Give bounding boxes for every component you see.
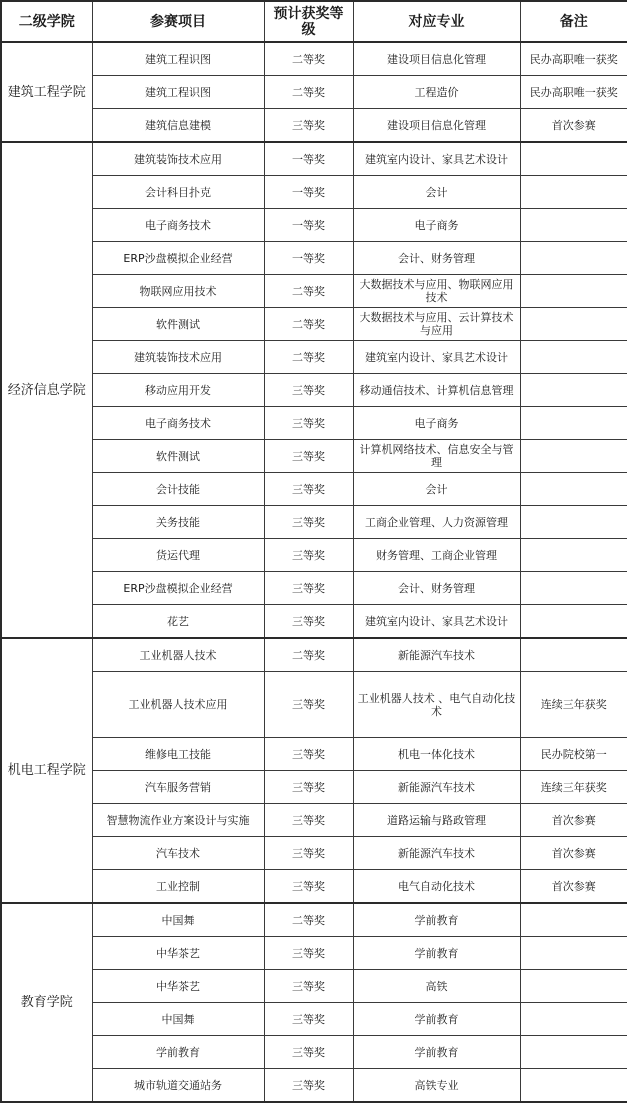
remark-cell: 首次参赛	[520, 837, 627, 870]
award-cell: 三等奖	[264, 506, 353, 539]
event-cell: 建筑工程识图	[92, 76, 264, 109]
award-cell: 三等奖	[264, 473, 353, 506]
major-cell: 大数据技术与应用、云计算技术与应用	[353, 308, 520, 341]
table-row	[1, 142, 627, 176]
major-cell: 建设项目信息化管理	[353, 109, 520, 143]
remark-cell	[520, 374, 627, 407]
award-cell: 三等奖	[264, 672, 353, 738]
major-cell: 新能源汽车技术	[353, 771, 520, 804]
remark-cell	[520, 341, 627, 374]
event-cell: 电子商务技术	[92, 209, 264, 242]
major-cell: 工业机器人技术 、电气自动化技术	[353, 672, 520, 738]
event-cell: 智慧物流作业方案设计与实施	[92, 804, 264, 837]
award-cell: 三等奖	[264, 1003, 353, 1036]
major-cell: 学前教育	[353, 903, 520, 937]
award-cell: 三等奖	[264, 440, 353, 473]
award-cell: 三等奖	[264, 572, 353, 605]
event-cell: ERP沙盘模拟企业经营	[92, 242, 264, 275]
remark-cell: 民办高职唯一获奖	[520, 42, 627, 76]
major-cell: 高铁专业	[353, 1069, 520, 1103]
award-cell: 三等奖	[264, 937, 353, 970]
table-row	[1, 275, 627, 308]
table-row	[1, 341, 627, 374]
table-row	[1, 407, 627, 440]
remark-cell: 首次参赛	[520, 109, 627, 143]
award-cell: 三等奖	[264, 804, 353, 837]
award-cell: 二等奖	[264, 42, 353, 76]
table-row	[1, 76, 627, 109]
award-cell: 三等奖	[264, 407, 353, 440]
table-row	[1, 870, 627, 904]
award-cell: 二等奖	[264, 341, 353, 374]
table-row	[1, 539, 627, 572]
award-cell: 二等奖	[264, 638, 353, 672]
remark-cell	[520, 605, 627, 639]
award-cell: 三等奖	[264, 374, 353, 407]
major-cell: 移动通信技术、计算机信息管理	[353, 374, 520, 407]
event-cell: 汽车技术	[92, 837, 264, 870]
remark-cell	[520, 407, 627, 440]
major-cell: 新能源汽车技术	[353, 638, 520, 672]
remark-cell	[520, 308, 627, 341]
event-cell: 货运代理	[92, 539, 264, 572]
major-cell: 电子商务	[353, 407, 520, 440]
event-cell: 移动应用开发	[92, 374, 264, 407]
remark-cell	[520, 1003, 627, 1036]
remark-cell	[520, 937, 627, 970]
award-cell: 二等奖	[264, 308, 353, 341]
table-row	[1, 837, 627, 870]
table-row	[1, 1069, 627, 1103]
award-cell: 三等奖	[264, 771, 353, 804]
header-event: 参赛项目	[92, 1, 264, 42]
event-cell: 中国舞	[92, 1003, 264, 1036]
remark-cell	[520, 275, 627, 308]
table-row	[1, 109, 627, 143]
event-cell: 建筑装饰技术应用	[92, 142, 264, 176]
major-cell: 工商企业管理、人力资源管理	[353, 506, 520, 539]
event-cell: 花艺	[92, 605, 264, 639]
event-cell: 工业机器人技术应用	[92, 672, 264, 738]
table-row	[1, 1036, 627, 1069]
award-cell: 三等奖	[264, 605, 353, 639]
table-row	[1, 209, 627, 242]
event-cell: 工业机器人技术	[92, 638, 264, 672]
table-row	[1, 440, 627, 473]
header-remark: 备注	[520, 1, 627, 42]
table-row	[1, 738, 627, 771]
award-cell: 二等奖	[264, 903, 353, 937]
table-row	[1, 672, 627, 738]
event-cell: 学前教育	[92, 1036, 264, 1069]
award-cell: 三等奖	[264, 539, 353, 572]
remark-cell	[520, 572, 627, 605]
table-row	[1, 903, 627, 937]
event-cell: 建筑信息建模	[92, 109, 264, 143]
major-cell: 计算机网络技术、信息安全与管理	[353, 440, 520, 473]
award-cell: 一等奖	[264, 242, 353, 275]
award-cell: 三等奖	[264, 970, 353, 1003]
remark-cell	[520, 1036, 627, 1069]
remark-cell	[520, 440, 627, 473]
table-row	[1, 176, 627, 209]
award-cell: 三等奖	[264, 870, 353, 904]
event-cell: 工业控制	[92, 870, 264, 904]
event-cell: 软件测试	[92, 440, 264, 473]
award-cell: 一等奖	[264, 142, 353, 176]
major-cell: 工程造价	[353, 76, 520, 109]
college-cell: 教育学院	[1, 903, 92, 1102]
remark-cell	[520, 209, 627, 242]
event-cell: 关务技能	[92, 506, 264, 539]
award-cell: 二等奖	[264, 275, 353, 308]
major-cell: 建筑室内设计、家具艺术设计	[353, 605, 520, 639]
remark-cell	[520, 903, 627, 937]
major-cell: 会计、财务管理	[353, 242, 520, 275]
remark-cell	[520, 539, 627, 572]
event-cell: ERP沙盘模拟企业经营	[92, 572, 264, 605]
remark-cell	[520, 242, 627, 275]
remark-cell: 民办高职唯一获奖	[520, 76, 627, 109]
major-cell: 会计	[353, 176, 520, 209]
remark-cell: 连续三年获奖	[520, 771, 627, 804]
table-row	[1, 473, 627, 506]
table-row	[1, 374, 627, 407]
table-row	[1, 804, 627, 837]
event-cell: 中华茶艺	[92, 970, 264, 1003]
header-row	[1, 1, 627, 42]
table-row	[1, 638, 627, 672]
header-award: 预计获奖等级	[264, 1, 353, 42]
remark-cell: 民办院校第一	[520, 738, 627, 771]
award-cell: 三等奖	[264, 1036, 353, 1069]
event-cell: 维修电工技能	[92, 738, 264, 771]
award-cell: 三等奖	[264, 837, 353, 870]
award-cell: 一等奖	[264, 176, 353, 209]
remark-cell	[520, 176, 627, 209]
remark-cell	[520, 142, 627, 176]
major-cell: 建设项目信息化管理	[353, 42, 520, 76]
award-cell: 二等奖	[264, 76, 353, 109]
major-cell: 会计、财务管理	[353, 572, 520, 605]
award-cell: 三等奖	[264, 1069, 353, 1103]
header-major: 对应专业	[353, 1, 520, 42]
major-cell: 新能源汽车技术	[353, 837, 520, 870]
major-cell: 学前教育	[353, 937, 520, 970]
event-cell: 会计科目扑克	[92, 176, 264, 209]
college-cell: 机电工程学院	[1, 638, 92, 903]
table-row	[1, 308, 627, 341]
major-cell: 机电一体化技术	[353, 738, 520, 771]
event-cell: 电子商务技术	[92, 407, 264, 440]
major-cell: 学前教育	[353, 1036, 520, 1069]
college-cell: 经济信息学院	[1, 142, 92, 638]
remark-cell: 连续三年获奖	[520, 672, 627, 738]
event-cell: 建筑工程识图	[92, 42, 264, 76]
remark-cell	[520, 1069, 627, 1103]
major-cell: 高铁	[353, 970, 520, 1003]
major-cell: 道路运输与路政管理	[353, 804, 520, 837]
remark-cell: 首次参赛	[520, 870, 627, 904]
remark-cell	[520, 506, 627, 539]
major-cell: 会计	[353, 473, 520, 506]
table-row	[1, 605, 627, 639]
remark-cell: 首次参赛	[520, 804, 627, 837]
table-row	[1, 771, 627, 804]
table-row	[1, 242, 627, 275]
event-cell: 会计技能	[92, 473, 264, 506]
table-row	[1, 572, 627, 605]
table-row	[1, 937, 627, 970]
award-cell: 三等奖	[264, 109, 353, 143]
major-cell: 财务管理、工商企业管理	[353, 539, 520, 572]
event-cell: 物联网应用技术	[92, 275, 264, 308]
event-cell: 汽车服务营销	[92, 771, 264, 804]
remark-cell	[520, 638, 627, 672]
event-cell: 中国舞	[92, 903, 264, 937]
table-row	[1, 970, 627, 1003]
event-cell: 城市轨道交通站务	[92, 1069, 264, 1103]
major-cell: 学前教育	[353, 1003, 520, 1036]
table-row	[1, 506, 627, 539]
event-cell: 中华茶艺	[92, 937, 264, 970]
header-college: 二级学院	[1, 1, 92, 42]
event-cell: 软件测试	[92, 308, 264, 341]
award-cell: 一等奖	[264, 209, 353, 242]
table-row	[1, 1003, 627, 1036]
major-cell: 电气自动化技术	[353, 870, 520, 904]
college-cell: 建筑工程学院	[1, 42, 92, 142]
table-row	[1, 42, 627, 76]
major-cell: 建筑室内设计、家具艺术设计	[353, 142, 520, 176]
event-cell: 建筑装饰技术应用	[92, 341, 264, 374]
major-cell: 电子商务	[353, 209, 520, 242]
major-cell: 大数据技术与应用、物联网应用技术	[353, 275, 520, 308]
remark-cell	[520, 473, 627, 506]
remark-cell	[520, 970, 627, 1003]
major-cell: 建筑室内设计、家具艺术设计	[353, 341, 520, 374]
award-cell: 三等奖	[264, 738, 353, 771]
